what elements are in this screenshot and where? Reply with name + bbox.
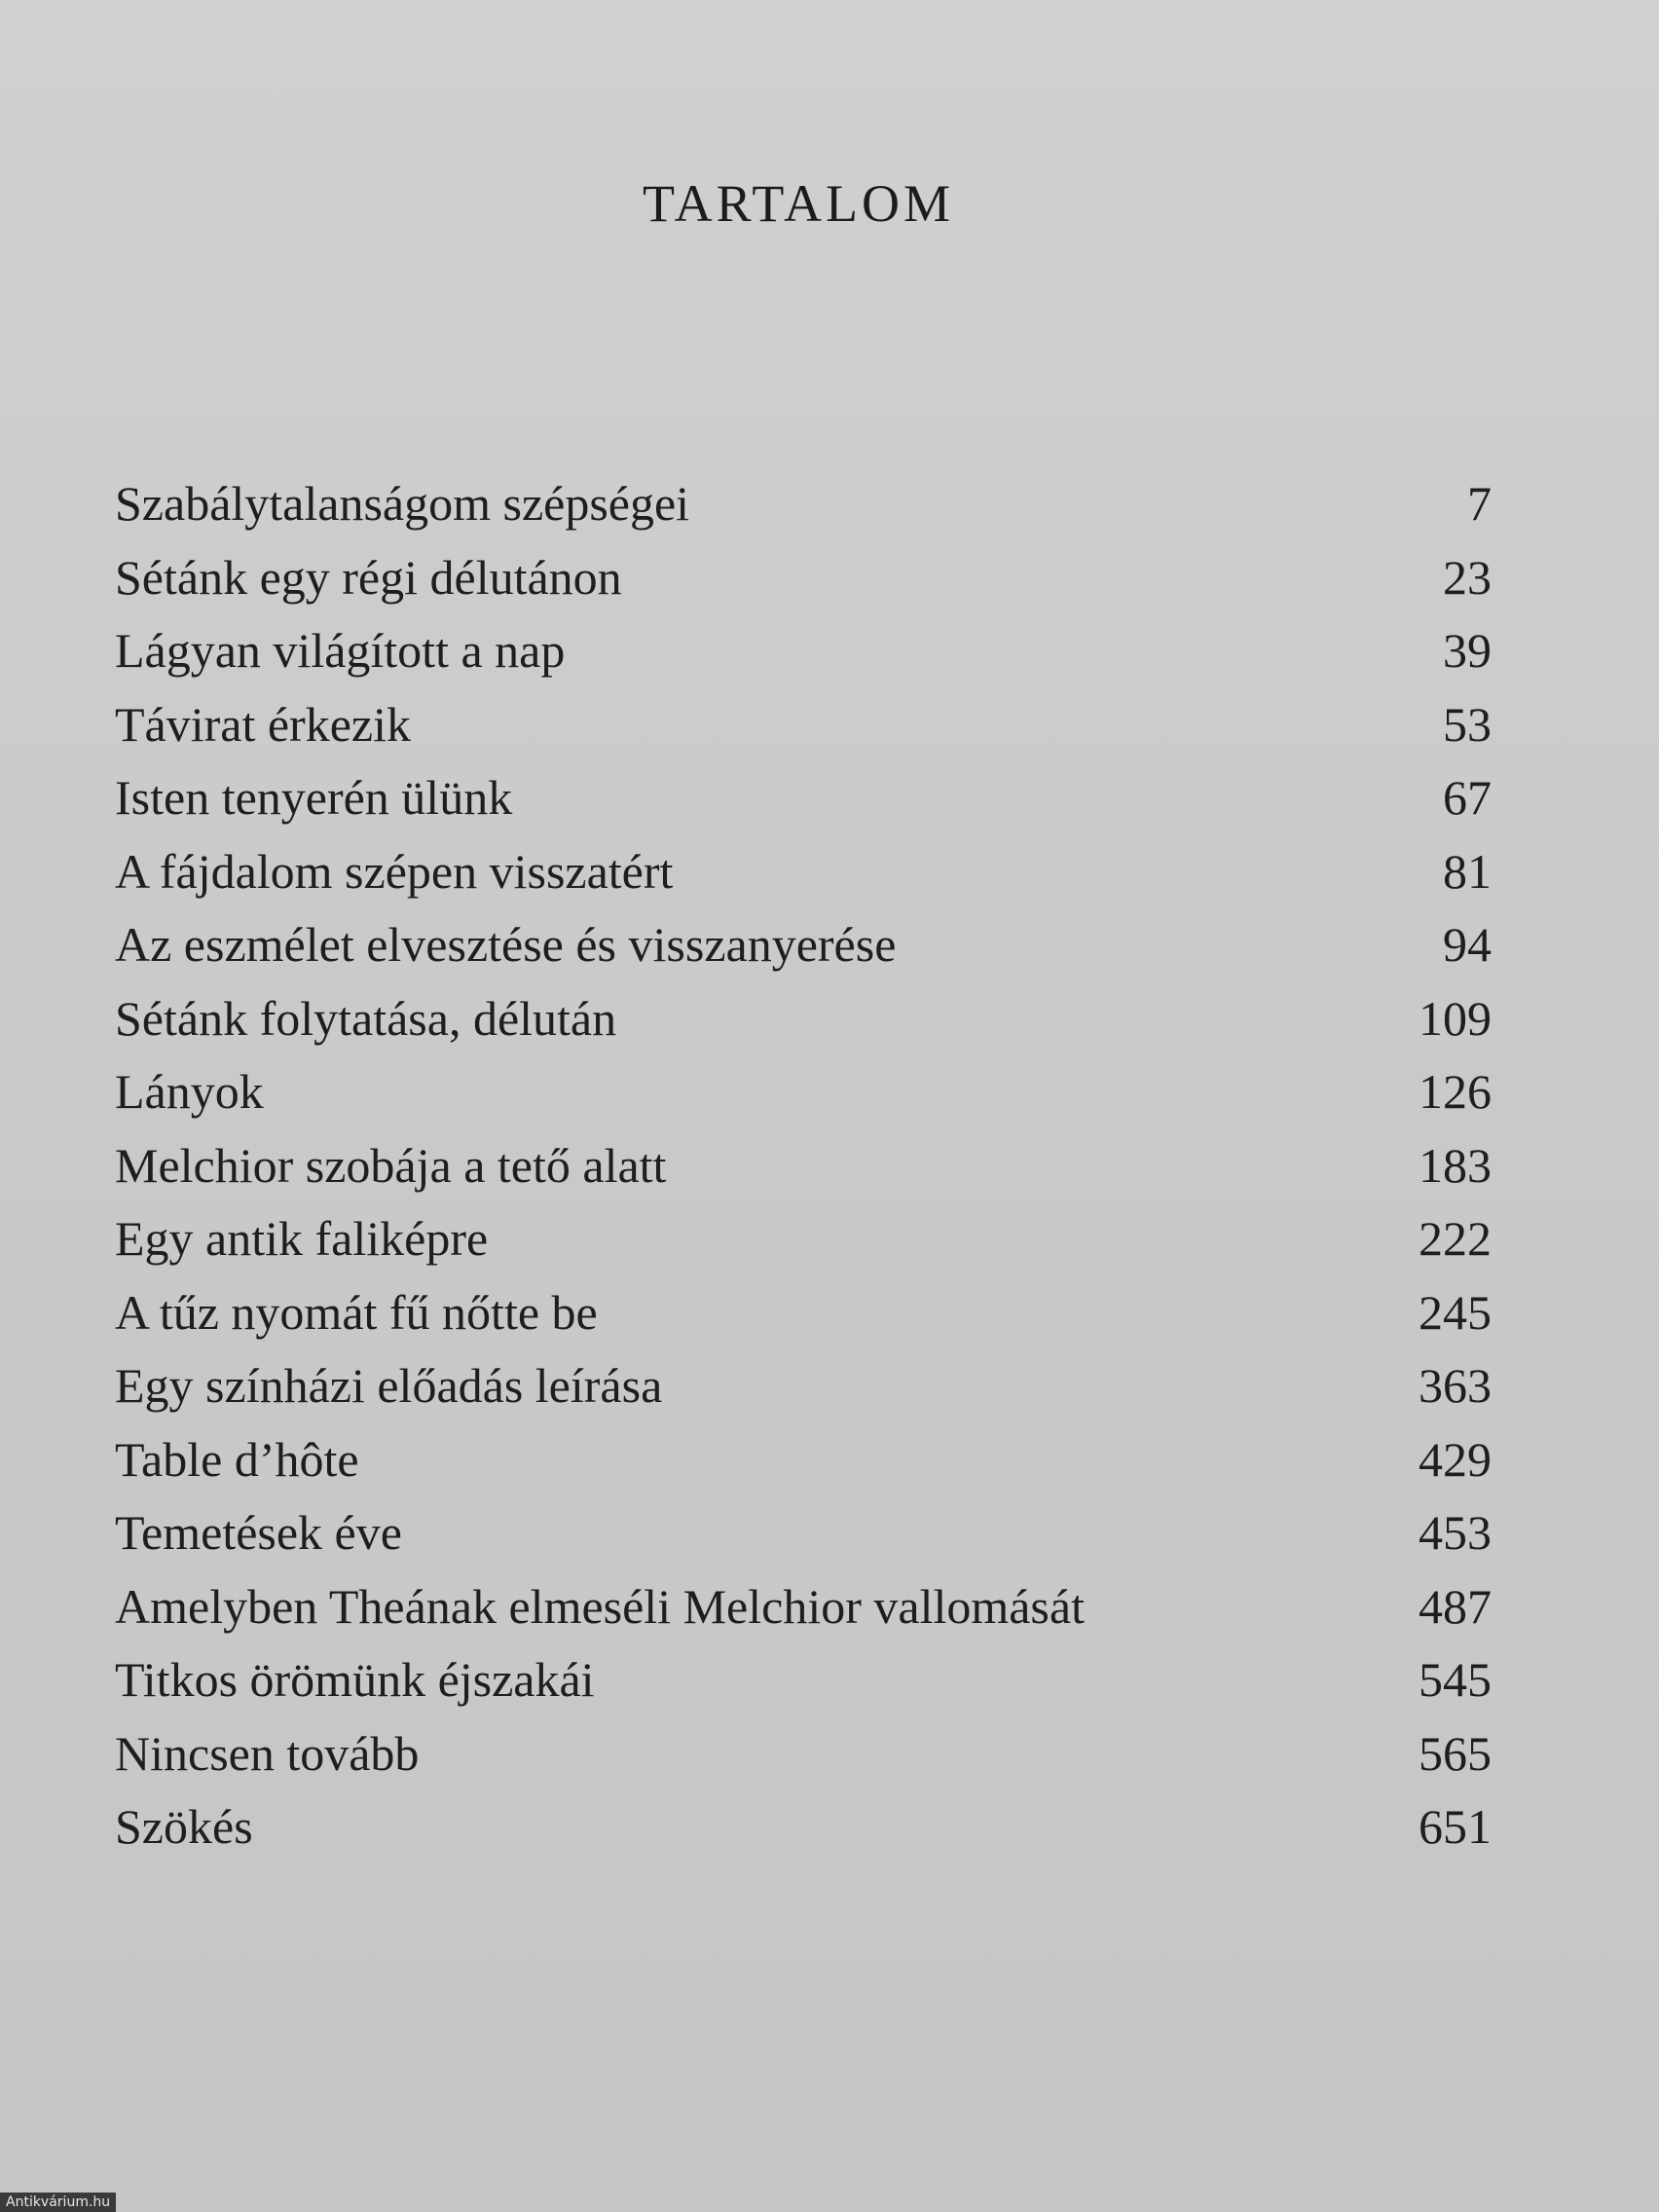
toc-entry-title: Sétánk folytatása, délután [115,990,617,1046]
toc-entry-page: 109 [1419,990,1492,1046]
toc-entry-title: Lágyan világított a nap [115,623,566,678]
toc-entry-page: 183 [1419,1137,1492,1193]
toc-entry-page: 39 [1443,623,1492,678]
toc-entry-page: 7 [1467,476,1492,531]
toc-entry-title: Lányok [115,1064,264,1119]
toc-entry-page: 363 [1419,1358,1492,1413]
toc-entry-title: Temetések éve [115,1505,402,1560]
toc-entry-page: 81 [1443,843,1492,899]
toc-entry-page: 94 [1443,917,1492,972]
toc-entry [115,1349,1492,1423]
toc-entry [115,761,1492,835]
toc-entry-title: Szökés [115,1799,253,1854]
toc-entry [115,1276,1492,1350]
toc-entry [115,467,1492,541]
toc-entry [115,1055,1492,1129]
toc-entry-title: Isten tenyerén ülünk [115,770,513,825]
toc-entry-page: 222 [1419,1211,1492,1266]
toc-entry-title: Amelyben Theának elmeséli Melchior vallomását [115,1578,1085,1634]
toc-entry [115,835,1492,909]
toc-entry [115,982,1492,1056]
toc-entry-page: 126 [1419,1064,1492,1119]
toc-entry-page: 67 [1443,770,1492,825]
toc-entry-page: 565 [1419,1725,1492,1781]
toc-entry [115,1202,1492,1276]
toc-entry [115,1423,1492,1497]
toc-entry-page: 651 [1419,1799,1492,1854]
toc-entry [115,1570,1492,1644]
toc-entry-title: Melchior szobája a tető alatt [115,1137,667,1193]
toc-entry-title: Szabálytalanságom szépségei [115,476,690,531]
table-of-contents [115,467,1492,1864]
toc-entry-title: Titkos örömünk éjszakái [115,1652,595,1707]
toc-entry-title: Table d’hôte [115,1431,359,1487]
toc-entry [115,1790,1492,1864]
toc-entry-title: Távirat érkezik [115,696,411,752]
toc-entry-title: A tűz nyomát fű nőtte be [115,1284,598,1340]
toc-entry-title: Egy színházi előadás leírása [115,1358,663,1413]
toc-entry [115,688,1492,762]
toc-entry [115,614,1492,688]
toc-entry [115,541,1492,615]
toc-entry-page: 487 [1419,1578,1492,1634]
toc-entry [115,1129,1492,1203]
toc-entry-page: 53 [1443,696,1492,752]
toc-entry-title: Sétánk egy régi délutánon [115,549,622,605]
toc-entry-title: Nincsen tovább [115,1725,420,1781]
toc-entry [115,1643,1492,1717]
toc-entry-page: 429 [1419,1431,1492,1487]
toc-entry-title: Egy antik faliképre [115,1211,489,1266]
page-title: TARTALOM [642,174,955,233]
toc-entry [115,1717,1492,1791]
toc-entry [115,908,1492,982]
toc-entry-page: 245 [1419,1284,1492,1340]
toc-entry [115,1496,1492,1570]
toc-entry-page: 453 [1419,1505,1492,1560]
watermark: Antikvárium.hu [0,2193,116,2212]
toc-entry-title: A fájdalom szépen visszatért [115,843,674,899]
toc-entry-page: 545 [1419,1652,1492,1707]
toc-entry-title: Az eszmélet elvesztése és visszanyerése [115,917,897,972]
toc-entry-page: 23 [1443,549,1492,605]
